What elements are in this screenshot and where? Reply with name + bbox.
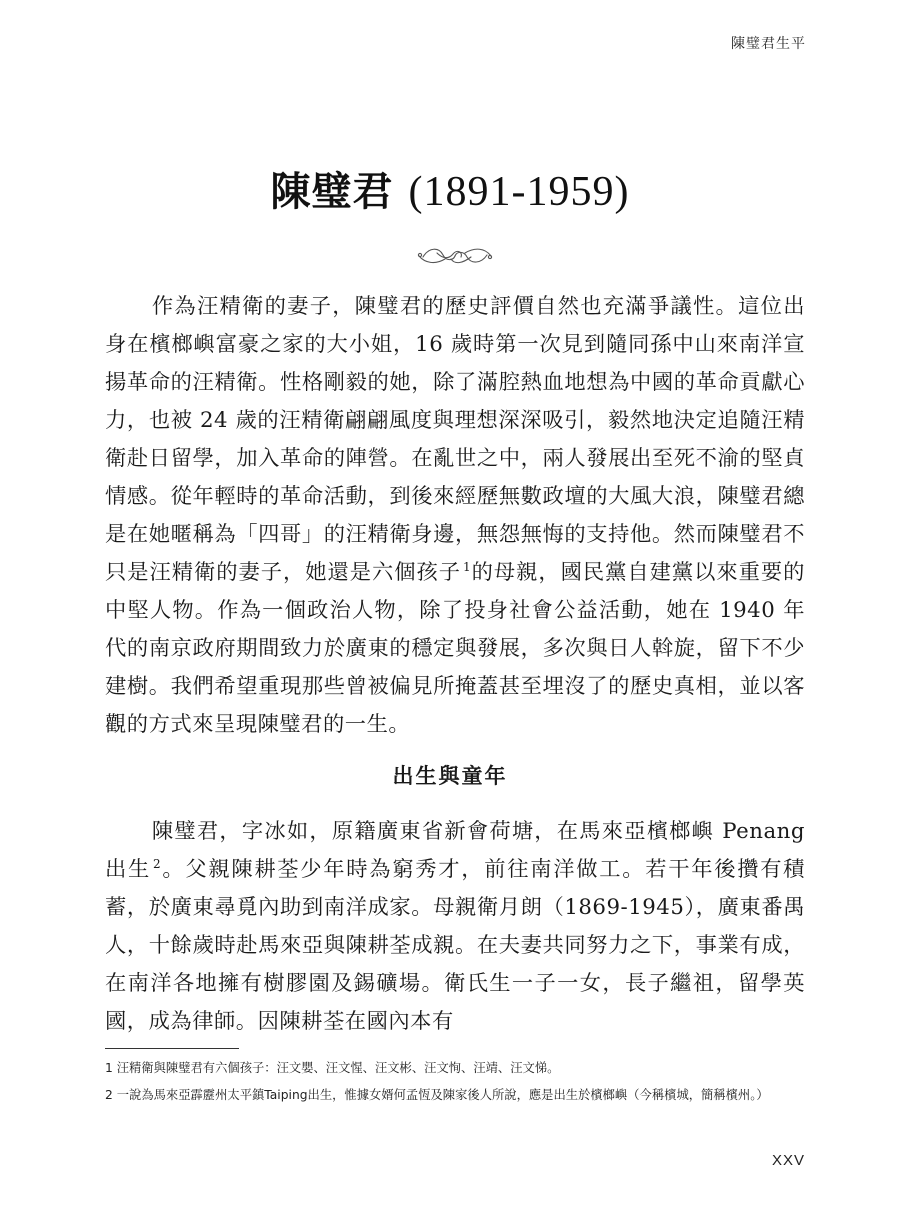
birth-section — [105, 813, 805, 1041]
intro-paragraph — [105, 288, 805, 744]
intro-text: 作為汪精衛的妻子，陳璧君的歷史評價自然也充滿爭議性。這位出身在檳榔嶼富豪之家的大小姐，16 歲時第一次見到隨同孫中山來南洋宣揚革命的汪精衛。性格剛毅的她，除了滿腔熱血地想為中國的革命貢獻心力，也被 24 歲的汪精衛翩翩風度與理想深深吸引，毅然地決定追隨汪精衛赴日留學，加入革命的陣營。在亂世之中，兩人發展出至死不渝的堅貞情感。從年輕時的革命活動，到後來經歷無數政壇的大風大浪，陳璧君總是在她暱稱為「四哥」的汪精衛身邊，無怨無悔的支持他。然而陳璧君不只是汪精衛的妻子，她還是六個孩子 — [105, 294, 805, 585]
birth-text-continued: 。父親陳耕荃少年時為窮秀才，前往南洋做工。若干年後攢有積蓄，於廣東尋覓內助到南洋成家。母親衛月朗（1869-1945），廣東番禺人，十餘歲時赴馬來亞與陳耕荃成親。在夫妻共同努力之下，事業有成，在南洋各地擁有樹膠園及錫礦場。衛氏生一子一女，長子繼祖，留學英國，成為律師。因陳耕荃在國內本有 — [105, 857, 805, 1034]
flourish-ornament-icon — [415, 243, 495, 269]
footnotes — [105, 1059, 805, 1113]
title-years: (1891-1959) — [408, 169, 630, 215]
footnote-1: 1 汪精衛與陳璧君有六個孩子：汪文嬰、汪文惺、汪文彬、汪文恂、汪靖、汪文悌。 — [105, 1061, 560, 1075]
birth-paragraph — [105, 813, 805, 1041]
intro-text-continued: 的母親，國民黨自建黨以來重要的中堅人物。作為一個政治人物，除了投身社會公益活動，她在 1940 年代的南京政府期間致力於廣東的穩定與發展，多次與日人斡旋，留下不少建樹。我們希望重現那些曾被偏見所掩蓋甚至埋沒了的歷史真相，並以客觀的方式來呈現陳璧君的一生。 — [105, 560, 805, 737]
footnote-divider — [105, 1048, 239, 1049]
running-head: 陳璧君生平 — [731, 36, 806, 52]
chapter-title — [0, 160, 900, 217]
section-heading: 出生與童年 — [392, 764, 508, 788]
footnote-ref-2[interactable]: 2 — [153, 856, 162, 871]
title-name: 陳璧君 — [270, 168, 394, 215]
footnote-ref-1[interactable]: 1 — [463, 559, 472, 574]
page-number: XXV — [771, 1152, 805, 1169]
footnote-2: 2 一說為馬來亞霹靂州太平鎮Taiping出生，惟據女婿何孟恆及陳家後人所說，應是出生於檳榔嶼（今稱檳城，簡稱檳州。） — [105, 1088, 769, 1102]
birth-text: 陳璧君，字冰如，原籍廣東省新會荷塘，在馬來亞檳榔嶼 Penang 出生 — [105, 819, 805, 882]
intro-section — [105, 288, 805, 744]
